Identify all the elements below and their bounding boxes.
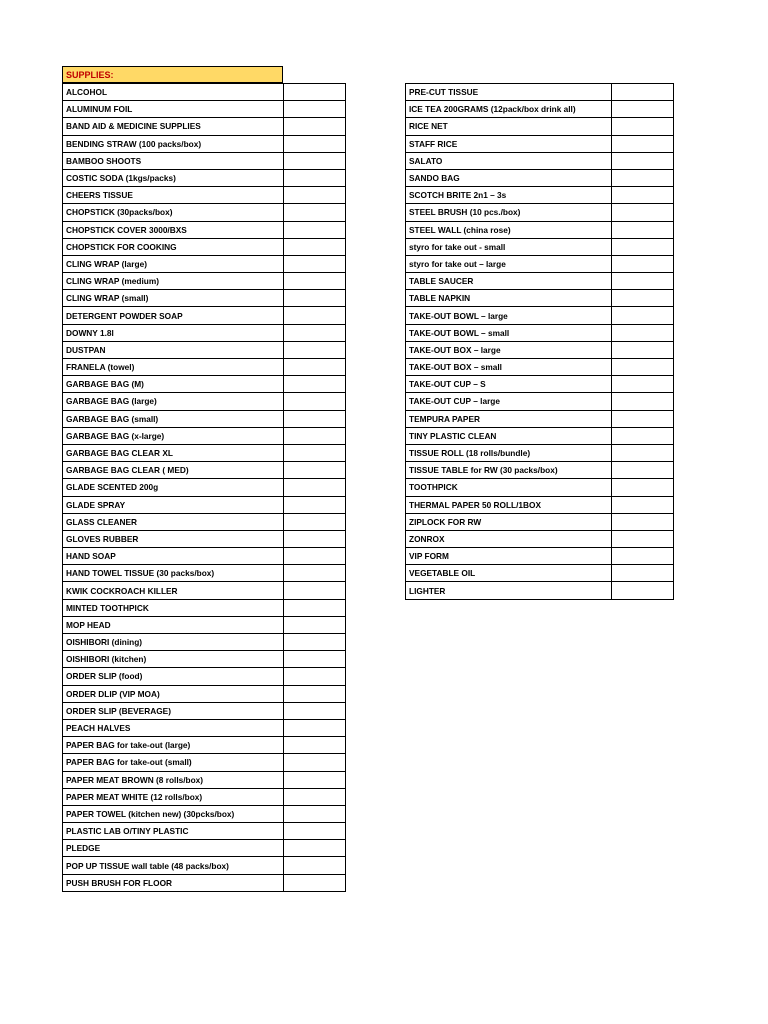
item-quantity-cell[interactable]: [612, 462, 674, 479]
item-quantity-cell[interactable]: [284, 771, 346, 788]
table-row: [63, 823, 346, 840]
item-quantity-cell[interactable]: [284, 324, 346, 341]
item-quantity-cell[interactable]: [284, 599, 346, 616]
table-row: [63, 238, 346, 255]
item-name-cell: ORDER SLIP (BEVERAGE): [63, 702, 284, 719]
table-row: [406, 255, 674, 272]
item-quantity-cell[interactable]: [612, 410, 674, 427]
table-row: [406, 135, 674, 152]
item-quantity-cell[interactable]: [612, 359, 674, 376]
item-quantity-cell[interactable]: [612, 118, 674, 135]
item-quantity-cell[interactable]: [284, 719, 346, 736]
item-quantity-cell[interactable]: [284, 496, 346, 513]
item-name-cell: CHEERS TISSUE: [63, 187, 284, 204]
item-quantity-cell[interactable]: [612, 324, 674, 341]
item-name-cell: PUSH BRUSH FOR FLOOR: [63, 874, 284, 891]
table-row: [406, 290, 674, 307]
table-row: [63, 324, 346, 341]
item-name-cell: TINY PLASTIC CLEAN: [406, 427, 612, 444]
table-row: [63, 255, 346, 272]
table-row: [406, 152, 674, 169]
item-quantity-cell[interactable]: [612, 530, 674, 547]
item-quantity-cell[interactable]: [284, 754, 346, 771]
item-name-cell: ALUMINUM FOIL: [63, 101, 284, 118]
item-quantity-cell[interactable]: [612, 548, 674, 565]
table-row: [63, 273, 346, 290]
table-row: [63, 204, 346, 221]
item-quantity-cell[interactable]: [612, 169, 674, 186]
item-quantity-cell[interactable]: [612, 376, 674, 393]
table-row: [63, 479, 346, 496]
item-quantity-cell[interactable]: [612, 513, 674, 530]
item-name-cell: GLOVES RUBBER: [63, 530, 284, 547]
supplies-header: SUPPLIES:: [62, 66, 283, 83]
item-quantity-cell[interactable]: [612, 427, 674, 444]
item-quantity-cell[interactable]: [612, 101, 674, 118]
item-name-cell: PAPER MEAT BROWN (8 rolls/box): [63, 771, 284, 788]
item-name-cell: TISSUE ROLL (18 rolls/bundle): [406, 444, 612, 461]
item-name-cell: PAPER TOWEL (kitchen new) (30pcks/box): [63, 805, 284, 822]
table-row: [63, 101, 346, 118]
item-name-cell: VEGETABLE OIL: [406, 565, 612, 582]
table-row: [63, 307, 346, 324]
table-row: [406, 169, 674, 186]
table-row: [63, 582, 346, 599]
item-name-cell: PEACH HALVES: [63, 719, 284, 736]
item-quantity-cell[interactable]: [284, 857, 346, 874]
item-name-cell: KWIK COCKROACH KILLER: [63, 582, 284, 599]
item-name-cell: DUSTPAN: [63, 341, 284, 358]
item-quantity-cell[interactable]: [284, 152, 346, 169]
item-quantity-cell[interactable]: [284, 530, 346, 547]
item-quantity-cell[interactable]: [612, 84, 674, 101]
table-row: [406, 530, 674, 547]
table-row: [63, 771, 346, 788]
table-row: [63, 376, 346, 393]
item-quantity-cell[interactable]: [284, 548, 346, 565]
item-quantity-cell[interactable]: [284, 273, 346, 290]
item-quantity-cell[interactable]: [612, 152, 674, 169]
item-name-cell: PAPER MEAT WHITE (12 rolls/box): [63, 788, 284, 805]
table-row: [406, 84, 674, 101]
item-name-cell: TAKE-OUT BOX – large: [406, 341, 612, 358]
item-name-cell: ZIPLOCK FOR RW: [406, 513, 612, 530]
table-row: [63, 840, 346, 857]
table-row: [406, 359, 674, 376]
table-row: [63, 857, 346, 874]
table-row: [406, 273, 674, 290]
item-quantity-cell[interactable]: [284, 874, 346, 891]
item-quantity-cell[interactable]: [284, 393, 346, 410]
item-name-cell: MINTED TOOTHPICK: [63, 599, 284, 616]
item-name-cell: OISHIBORI (kitchen): [63, 651, 284, 668]
item-quantity-cell[interactable]: [284, 582, 346, 599]
table-row: [63, 84, 346, 101]
item-name-cell: GLADE SPRAY: [63, 496, 284, 513]
item-name-cell: SALATO: [406, 152, 612, 169]
table-row: [63, 290, 346, 307]
item-quantity-cell[interactable]: [612, 341, 674, 358]
item-name-cell: TOOTHPICK: [406, 479, 612, 496]
table-row: [406, 427, 674, 444]
item-name-cell: PAPER BAG for take-out (large): [63, 737, 284, 754]
table-row: [406, 393, 674, 410]
table-row: [406, 187, 674, 204]
item-name-cell: GARBAGE BAG CLEAR XL: [63, 444, 284, 461]
table-row: [63, 187, 346, 204]
item-quantity-cell[interactable]: [284, 118, 346, 135]
item-name-cell: CLING WRAP (medium): [63, 273, 284, 290]
item-name-cell: TEMPURA PAPER: [406, 410, 612, 427]
table-row: [406, 376, 674, 393]
item-quantity-cell[interactable]: [284, 84, 346, 101]
item-quantity-cell[interactable]: [612, 307, 674, 324]
item-name-cell: DOWNY 1.8l: [63, 324, 284, 341]
item-quantity-cell[interactable]: [612, 496, 674, 513]
table-row: [406, 221, 674, 238]
table-row: [406, 496, 674, 513]
item-quantity-cell[interactable]: [284, 462, 346, 479]
item-name-cell: VIP FORM: [406, 548, 612, 565]
table-row: [406, 548, 674, 565]
item-quantity-cell[interactable]: [284, 634, 346, 651]
item-quantity-cell[interactable]: [612, 204, 674, 221]
table-row: [406, 479, 674, 496]
item-name-cell: HAND SOAP: [63, 548, 284, 565]
table-row: [63, 530, 346, 547]
table-row: [406, 513, 674, 530]
item-quantity-cell[interactable]: [284, 341, 346, 358]
item-name-cell: BAMBOO SHOOTS: [63, 152, 284, 169]
item-name-cell: TAKE-OUT BOX – small: [406, 359, 612, 376]
item-quantity-cell[interactable]: [284, 805, 346, 822]
item-name-cell: MOP HEAD: [63, 616, 284, 633]
item-name-cell: FRANELA (towel): [63, 359, 284, 376]
table-row: [63, 513, 346, 530]
item-quantity-cell[interactable]: [612, 238, 674, 255]
item-name-cell: PLEDGE: [63, 840, 284, 857]
item-quantity-cell[interactable]: [284, 668, 346, 685]
item-name-cell: STEEL WALL (china rose): [406, 221, 612, 238]
item-name-cell: TAKE-OUT CUP – S: [406, 376, 612, 393]
item-quantity-cell[interactable]: [612, 582, 674, 599]
table-row: [63, 685, 346, 702]
table-row: [63, 616, 346, 633]
supplies-table-right: [405, 83, 674, 600]
item-quantity-cell[interactable]: [284, 823, 346, 840]
item-quantity-cell[interactable]: [284, 359, 346, 376]
item-name-cell: PLASTIC LAB O/TINY PLASTIC: [63, 823, 284, 840]
item-quantity-cell[interactable]: [284, 290, 346, 307]
table-row: [63, 737, 346, 754]
item-name-cell: ALCOHOL: [63, 84, 284, 101]
item-name-cell: GARBAGE BAG (x-large): [63, 427, 284, 444]
table-row: [63, 118, 346, 135]
table-row: [63, 565, 346, 582]
table-row: [63, 410, 346, 427]
item-quantity-cell[interactable]: [284, 135, 346, 152]
item-name-cell: ORDER SLIP (food): [63, 668, 284, 685]
item-name-cell: TAKE-OUT BOWL – large: [406, 307, 612, 324]
item-quantity-cell[interactable]: [284, 788, 346, 805]
item-name-cell: BENDING STRAW (100 packs/box): [63, 135, 284, 152]
item-name-cell: CHOPSTICK (30packs/box): [63, 204, 284, 221]
item-name-cell: POP UP TISSUE wall table (48 packs/box): [63, 857, 284, 874]
item-quantity-cell[interactable]: [284, 685, 346, 702]
table-row: [63, 152, 346, 169]
table-row: [63, 169, 346, 186]
item-quantity-cell[interactable]: [612, 290, 674, 307]
item-quantity-cell[interactable]: [284, 651, 346, 668]
table-row: [406, 444, 674, 461]
table-row: [406, 410, 674, 427]
table-row: [406, 324, 674, 341]
item-quantity-cell[interactable]: [284, 221, 346, 238]
item-quantity-cell[interactable]: [284, 376, 346, 393]
item-name-cell: CHOPSTICK FOR COOKING: [63, 238, 284, 255]
item-name-cell: PRE-CUT TISSUE: [406, 84, 612, 101]
item-quantity-cell[interactable]: [284, 702, 346, 719]
table-row: [63, 393, 346, 410]
item-name-cell: PAPER BAG for take-out (small): [63, 754, 284, 771]
table-row: [406, 307, 674, 324]
table-row: [406, 118, 674, 135]
item-name-cell: STAFF RICE: [406, 135, 612, 152]
table-row: [63, 221, 346, 238]
item-quantity-cell[interactable]: [284, 616, 346, 633]
item-name-cell: STEEL BRUSH (10 pcs./box): [406, 204, 612, 221]
table-row: [63, 634, 346, 651]
table-row: [406, 101, 674, 118]
table-row: [63, 651, 346, 668]
table-row: [406, 341, 674, 358]
item-name-cell: HAND TOWEL TISSUE (30 packs/box): [63, 565, 284, 582]
item-name-cell: TAKE-OUT CUP – large: [406, 393, 612, 410]
table-row: [63, 668, 346, 685]
item-name-cell: RICE NET: [406, 118, 612, 135]
item-name-cell: BAND AID & MEDICINE SUPPLIES: [63, 118, 284, 135]
table-row: [63, 702, 346, 719]
item-quantity-cell[interactable]: [284, 169, 346, 186]
table-row: [63, 135, 346, 152]
table-row: [406, 204, 674, 221]
item-name-cell: CHOPSTICK COVER 3000/BXS: [63, 221, 284, 238]
table-row: [63, 754, 346, 771]
item-name-cell: GLADE SCENTED 200g: [63, 479, 284, 496]
item-quantity-cell[interactable]: [612, 135, 674, 152]
item-name-cell: GARBAGE BAG (small): [63, 410, 284, 427]
item-name-cell: TISSUE TABLE for RW (30 packs/box): [406, 462, 612, 479]
item-quantity-cell[interactable]: [284, 737, 346, 754]
item-quantity-cell[interactable]: [284, 410, 346, 427]
item-name-cell: styro for take out - small: [406, 238, 612, 255]
table-row: [406, 565, 674, 582]
item-quantity-cell[interactable]: [612, 221, 674, 238]
item-name-cell: GARBAGE BAG (M): [63, 376, 284, 393]
item-quantity-cell[interactable]: [612, 444, 674, 461]
item-quantity-cell[interactable]: [284, 479, 346, 496]
table-row: [63, 548, 346, 565]
supplies-table-left: [62, 83, 346, 892]
item-name-cell: TAKE-OUT BOWL – small: [406, 324, 612, 341]
item-name-cell: GARBAGE BAG CLEAR ( MED): [63, 462, 284, 479]
table-row: [63, 427, 346, 444]
table-row: [406, 238, 674, 255]
item-name-cell: ZONROX: [406, 530, 612, 547]
item-quantity-cell[interactable]: [284, 513, 346, 530]
item-quantity-cell[interactable]: [284, 255, 346, 272]
item-name-cell: DETERGENT POWDER SOAP: [63, 307, 284, 324]
item-quantity-cell[interactable]: [612, 565, 674, 582]
item-quantity-cell[interactable]: [284, 187, 346, 204]
item-name-cell: SANDO BAG: [406, 169, 612, 186]
item-name-cell: GLASS CLEANER: [63, 513, 284, 530]
table-row: [406, 582, 674, 599]
item-name-cell: CLING WRAP (large): [63, 255, 284, 272]
item-name-cell: GARBAGE BAG (large): [63, 393, 284, 410]
item-quantity-cell[interactable]: [284, 840, 346, 857]
item-quantity-cell[interactable]: [284, 444, 346, 461]
item-name-cell: CLING WRAP (small): [63, 290, 284, 307]
table-row: [406, 462, 674, 479]
item-quantity-cell[interactable]: [612, 393, 674, 410]
item-quantity-cell[interactable]: [284, 101, 346, 118]
table-row: [63, 805, 346, 822]
table-row: [63, 788, 346, 805]
table-row: [63, 874, 346, 891]
item-name-cell: SCOTCH BRITE 2n1 – 3s: [406, 187, 612, 204]
table-row: [63, 444, 346, 461]
item-name-cell: ORDER DLIP (VIP MOA): [63, 685, 284, 702]
item-quantity-cell[interactable]: [612, 273, 674, 290]
item-quantity-cell[interactable]: [284, 565, 346, 582]
item-name-cell: LIGHTER: [406, 582, 612, 599]
table-row: [63, 359, 346, 376]
item-name-cell: styro for take out – large: [406, 255, 612, 272]
table-row: [63, 719, 346, 736]
item-name-cell: COSTIC SODA (1kgs/packs): [63, 169, 284, 186]
item-name-cell: ICE TEA 200GRAMS (12pack/box drink all): [406, 101, 612, 118]
item-name-cell: THERMAL PAPER 50 ROLL/1BOX: [406, 496, 612, 513]
table-row: [63, 496, 346, 513]
item-quantity-cell[interactable]: [284, 204, 346, 221]
item-quantity-cell[interactable]: [284, 427, 346, 444]
item-quantity-cell[interactable]: [612, 187, 674, 204]
item-name-cell: TABLE SAUCER: [406, 273, 612, 290]
item-quantity-cell[interactable]: [612, 479, 674, 496]
table-row: [63, 599, 346, 616]
table-row: [63, 341, 346, 358]
item-name-cell: OISHIBORI (dining): [63, 634, 284, 651]
item-quantity-cell[interactable]: [612, 255, 674, 272]
item-name-cell: TABLE NAPKIN: [406, 290, 612, 307]
item-quantity-cell[interactable]: [284, 238, 346, 255]
item-quantity-cell[interactable]: [284, 307, 346, 324]
table-row: [63, 462, 346, 479]
